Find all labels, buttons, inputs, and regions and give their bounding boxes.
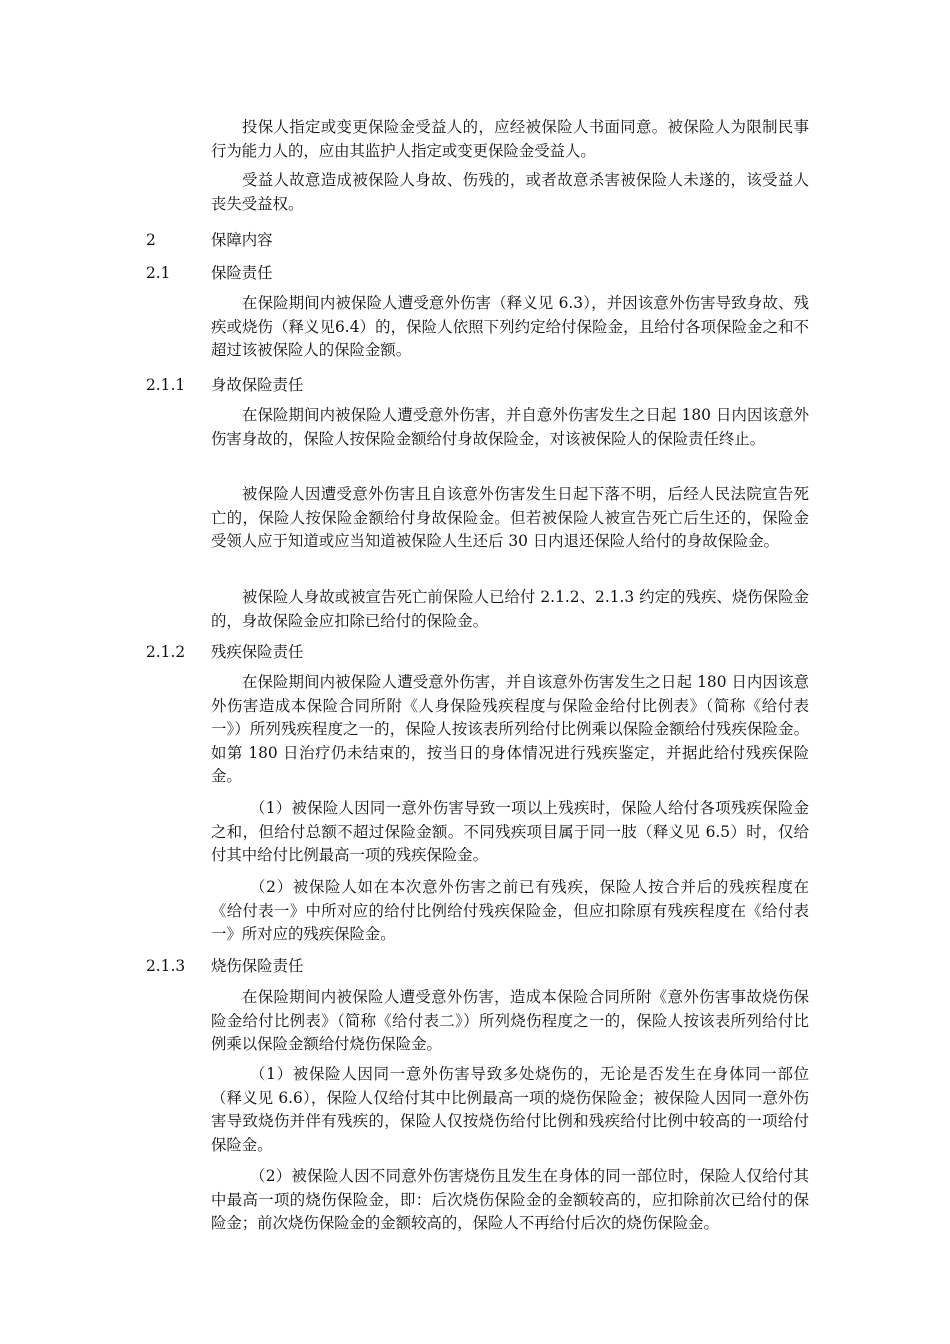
paragraph-liability-overview: 在保险期间内被保险人遭受意外伤害（释义见 6.3），并因该意外伤害导致身故、残疾或烧伤（释义见6.4）的，保险人依照下列约定给付保险金，且给付各项保险金之和不超过该被保险人的保险金额。 (211, 294, 809, 359)
paragraph-beneficiary-forfeit: 受益人故意造成被保险人身故、伤残的，或者故意杀害被保险人未遂的，该受益人丧失受益权。 (211, 171, 809, 213)
heading-section-2-1-2 (146, 641, 303, 663)
heading-number: 2.1 (146, 264, 171, 282)
paragraph-beneficiary-consent: 投保人指定或变更保险金受益人的，应经被保险人书面同意。被保险人为限制民事行为能力人的，应由其监护人指定或变更保险金受益人。 (211, 118, 809, 160)
paragraph-burn-rule-2: （2）被保险人因不同意外伤害烧伤且发生在身体的同一部位时，保险人仅给付其中最高一项的烧伤保险金，即：后次烧伤保险金的金额较高的，应扣除前次已给付的保险金；前次烧伤保险金的金额较高的，保险人不再给付后次的烧伤保险金。 (211, 1167, 809, 1232)
heading-number: 2.1.1 (146, 376, 186, 394)
heading-number: 2 (146, 231, 156, 249)
heading-title: 保险责任 (211, 264, 273, 282)
heading-title: 残疾保险责任 (211, 643, 304, 661)
heading-number: 2.1.2 (146, 643, 186, 661)
paragraph-death-deduction: 被保险人身故或被宣告死亡前保险人已给付 2.1.2、2.1.3 约定的残疾、烧伤保险金的，身故保险金应扣除已给付的保险金。 (211, 588, 809, 630)
heading-section-2 (146, 229, 273, 251)
heading-title: 身故保险责任 (211, 376, 304, 394)
paragraph-burn-benefit: 在保险期间内被保险人遭受意外伤害，造成本保险合同所附《意外伤害事故烧伤保险金给付比例表》（简称《给付表二》）所列烧伤程度之一的，保险人按该表所列给付比例乘以保险金额给付烧伤保险金。 (211, 988, 809, 1053)
paragraph-death-benefit: 在保险期间内被保险人遭受意外伤害，并自意外伤害发生之日起 180 日内因该意外伤害身故的，保险人按保险金额给付身故保险金，对该被保险人的保险责任终止。 (211, 406, 809, 448)
heading-section-2-1-3 (146, 955, 303, 977)
paragraph-disability-benefit: 在保险期间内被保险人遭受意外伤害，并自该意外伤害发生之日起 180 日内因该意外伤害造成本保险合同所附《人身保险残疾程度与保险金给付比例表》（简称《给付表一》）所列残疾程度之一的，保险人按该表所列给付比例乘以保险金额给付残疾保险金。如第 180 日治疗仍未结束的，按当日的身体情况进行残疾鉴定，并据此给付残疾保险金。 (211, 673, 809, 785)
paragraph-disability-rule-2: （2）被保险人如在本次意外伤害之前已有残疾，保险人按合并后的残疾程度在《给付表一》中所对应的给付比例给付残疾保险金，但应扣除原有残疾程度在《给付表一》所对应的残疾保险金。 (211, 878, 809, 943)
heading-number: 2.1.3 (146, 957, 186, 975)
heading-section-2-1-1 (146, 374, 303, 396)
heading-section-2-1 (146, 262, 273, 284)
heading-title: 保障内容 (211, 231, 273, 249)
paragraph-burn-rule-1: （1）被保险人因同一意外伤害导致多处烧伤的，无论是否发生在身体同一部位（释义见 6.6），保险人仅给付其中比例最高一项的烧伤保险金；被保险人因同一意外伤害导致烧伤并伴有残疾的，保险人仅按烧伤给付比例和残疾给付比例中较高的一项给付保险金。 (211, 1065, 809, 1154)
paragraph-declared-death: 被保险人因遭受意外伤害且自该意外伤害发生日起下落不明，后经人民法院宣告死亡的，保险人按保险金额给付身故保险金。但若被保险人被宣告死亡后生还的，保险金受领人应于知道或应当知道被保险人生还后 30 日内退还保险人给付的身故保险金。 (211, 485, 809, 550)
paragraph-disability-rule-1: （1）被保险人因同一意外伤害导致一项以上残疾时，保险人给付各项残疾保险金之和，但给付总额不超过保险金额。不同残疾项目属于同一肢（释义见 6.5）时，仅给付其中给付比例最高一项的残疾保险金。 (211, 799, 809, 864)
heading-title: 烧伤保险责任 (211, 957, 304, 975)
